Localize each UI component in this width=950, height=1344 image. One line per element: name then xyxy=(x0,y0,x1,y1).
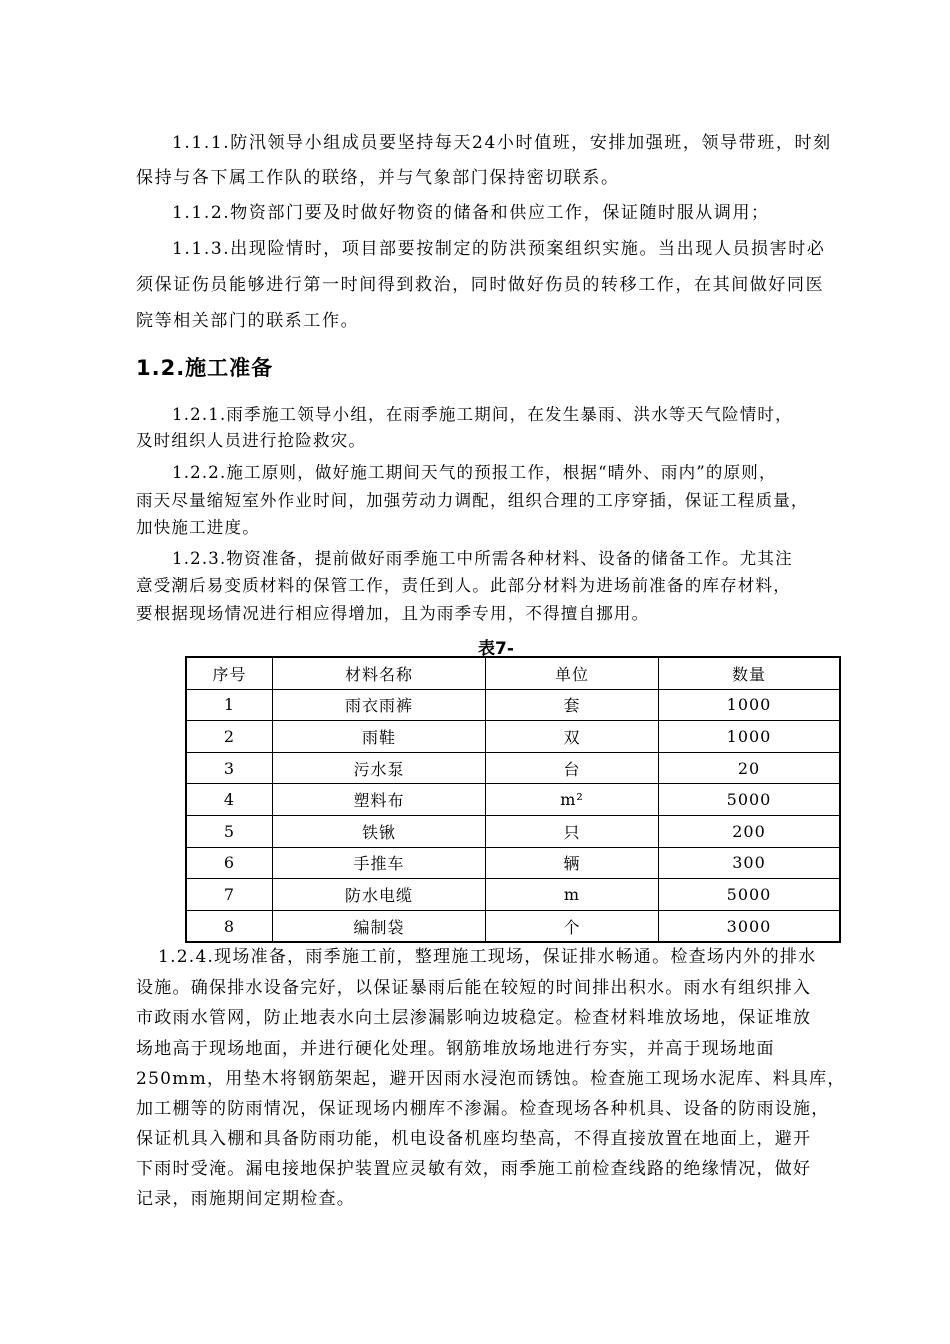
cell-quantity: 20 xyxy=(659,752,841,784)
cell-quantity: 1000 xyxy=(659,689,841,721)
text-line: 雨天尽量缩短室外作业时间，加强劳动力调配，组织合理的工序穿插，保证工程质量， xyxy=(136,491,809,510)
table-row xyxy=(186,879,840,911)
cell-quantity: 300 xyxy=(659,847,841,879)
cell-material-name: 雨鞋 xyxy=(273,721,486,753)
text-line: 须保证伤员能够进行第一时间得到救治，同时做好伤员的转移工作，在其间做好同医 xyxy=(136,275,825,295)
cell-material-name: 铁锹 xyxy=(273,815,486,847)
cell-material-name: 污水泵 xyxy=(273,752,486,784)
text-line: 1.1.3.出现险情时，项目部要按制定的防洪预案组织实施。当出现人员损害时必 xyxy=(172,239,826,259)
cell-unit: 双 xyxy=(486,721,659,753)
cell-index: 7 xyxy=(186,879,273,911)
table-row xyxy=(186,784,840,816)
text-line: 1.1.1.防汛领导小组成员要坚持每天24小时值班，安排加强班，领导带班，时刻 xyxy=(172,133,832,153)
table-row xyxy=(186,752,840,784)
text-line: 1.2.4.现场准备，雨季施工前，整理施工现场，保证排水畅通。检查场内外的排水 xyxy=(158,947,817,967)
cell-quantity: 5000 xyxy=(659,784,841,816)
table-row xyxy=(186,721,840,753)
text-line: 院等相关部门的联系工作。 xyxy=(136,311,360,331)
cell-quantity: 5000 xyxy=(659,879,841,911)
text-line: 1.2.1.雨季施工领导小组，在雨季施工期间，在发生暴雨、洪水等天气险情时， xyxy=(172,405,793,424)
cell-unit: m xyxy=(486,879,659,911)
table-row xyxy=(186,815,840,847)
text-line: 1.2.2.施工原则，做好施工期间天气的预报工作，根据“晴外、雨内”的原则， xyxy=(172,463,777,482)
cell-material-name: 塑料布 xyxy=(273,784,486,816)
cell-index: 1 xyxy=(186,689,273,721)
text-line: 及时组织人员进行抢险救灾。 xyxy=(136,431,367,450)
cell-index: 4 xyxy=(186,784,273,816)
cell-unit: 辆 xyxy=(486,847,659,879)
cell-index: 3 xyxy=(186,752,273,784)
cell-material-name: 手推车 xyxy=(273,847,486,879)
cell-unit: 只 xyxy=(486,815,659,847)
cell-unit: 套 xyxy=(486,689,659,721)
header-index: 序号 xyxy=(186,657,273,689)
table-row xyxy=(186,689,840,721)
cell-quantity: 1000 xyxy=(659,721,841,753)
cell-quantity: 3000 xyxy=(659,910,841,942)
cell-material-name: 编制袋 xyxy=(273,910,486,942)
text-line: 记录，雨施期间定期检查。 xyxy=(136,1189,355,1209)
cell-index: 2 xyxy=(186,721,273,753)
cell-material-name: 防水电缆 xyxy=(273,879,486,911)
section-heading: 1.2.施工准备 xyxy=(136,356,274,380)
header-quantity: 数量 xyxy=(659,657,841,689)
cell-index: 5 xyxy=(186,815,273,847)
text-line: 保证机具入棚和具备防雨功能，机电设备机座均垫高，不得直接放置在地面上，避开 xyxy=(136,1129,812,1149)
cell-unit: 台 xyxy=(486,752,659,784)
materials-table xyxy=(185,656,841,943)
text-line: 250mm，用垫木将钢筋架起，避开因雨水浸泡而锈蚀。检查施工现场水泥库、料具库， xyxy=(136,1069,846,1089)
text-line: 场地高于现场地面，并进行硬化处理。钢筋堆放场地进行夯实，并高于现场地面 xyxy=(136,1039,775,1059)
text-line: 市政雨水管网，防止地表水向土层渗漏影响边坡稳定。检查材料堆放场地，保证堆放 xyxy=(136,1008,812,1028)
text-line: 意受潮后易变质材料的保管工作，责任到人。此部分材料为进场前准备的库存材料， xyxy=(136,576,791,595)
text-line: 加快施工进度。 xyxy=(136,518,260,537)
table-header-row xyxy=(186,657,840,689)
text-line: 设施。确保排水设备完好，以保证暴雨后能在较短的时间排出积水。雨水有组织排入 xyxy=(136,978,812,998)
text-line: 保持与各下属工作队的联络，并与气象部门保持密切联系。 xyxy=(136,168,620,188)
table-caption: 表7- xyxy=(478,639,514,659)
cell-quantity: 200 xyxy=(659,815,841,847)
header-unit: 单位 xyxy=(486,657,659,689)
table-row xyxy=(186,910,840,942)
text-line: 1.1.2.物资部门要及时做好物资的储备和供应工作，保证随时服从调用； xyxy=(172,203,770,223)
header-material-name: 材料名称 xyxy=(273,657,486,689)
cell-unit: m² xyxy=(486,784,659,816)
cell-index: 8 xyxy=(186,910,273,942)
text-line: 下雨时受淹。漏电接地保护装置应灵敏有效，雨季施工前检查线路的绝缘情况，做好 xyxy=(136,1159,812,1179)
text-line: 加工棚等的防雨情况，保证现场内棚库不渗漏。检查现场各种机具、设备的防雨设施， xyxy=(136,1099,830,1119)
cell-material-name: 雨衣雨裤 xyxy=(273,689,486,721)
table-row xyxy=(186,847,840,879)
cell-index: 6 xyxy=(186,847,273,879)
cell-unit: 个 xyxy=(486,910,659,942)
text-line: 要根据现场情况进行相应得增加，且为雨季专用，不得擅自挪用。 xyxy=(136,604,650,623)
text-line: 1.2.3.物资准备，提前做好雨季施工中所需各种材料、设备的储备工作。尤其注 xyxy=(172,549,793,568)
